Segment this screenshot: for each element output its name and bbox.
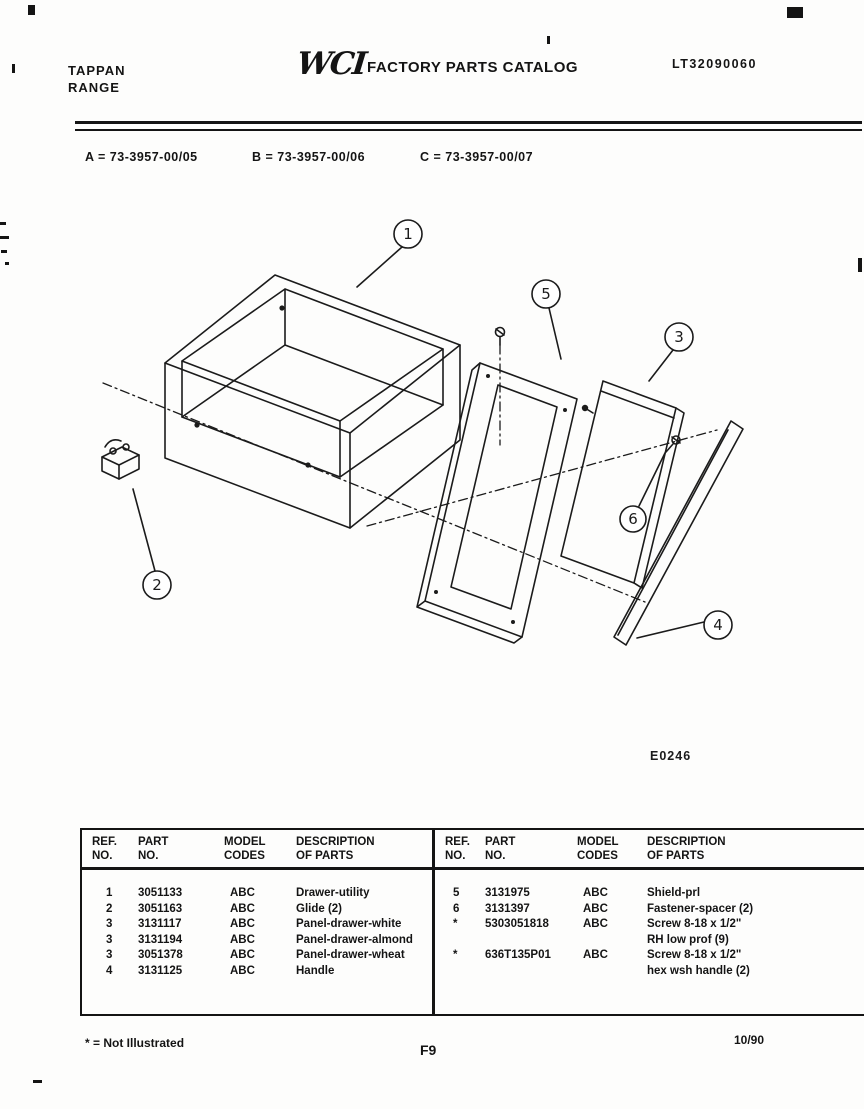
table-rows-left (82, 886, 432, 979)
svg-text:4: 4 (713, 616, 723, 634)
table-row: 3 3131194 ABC Panel-drawer-almond (106, 933, 413, 946)
registration-mark (33, 1080, 42, 1083)
table-row: 5 3131975 ABC Shield-prl (453, 887, 701, 899)
table-row: 1 3051133 ABC Drawer-utility (106, 887, 370, 899)
document-number: LT32090060 (672, 57, 757, 71)
drawer-panel-part (561, 381, 684, 588)
drawer-utility-part (165, 275, 460, 528)
screw-icon (496, 328, 505, 346)
col-header-ref: REF. NO. (445, 836, 470, 862)
table-row: 3 3051378 ABC Panel-drawer-wheat (106, 949, 405, 961)
table-row: 3 3131117 ABC Panel-drawer-white (106, 918, 402, 930)
table-rows-right (435, 886, 864, 979)
col-header-part: PART NO. (485, 836, 516, 862)
table-header-rule (82, 867, 864, 870)
callout-3 (649, 323, 693, 381)
exploded-view-diagram (45, 195, 815, 815)
table-row: * 636T135P01 ABC Screw 8-18 x 1/2" hex wsh handle (2) (453, 949, 750, 977)
callout-4 (637, 611, 732, 639)
fastener-spacer-part (582, 405, 593, 413)
registration-mark (547, 36, 550, 44)
col-header-part: PART NO. (138, 836, 169, 862)
callout-2 (133, 489, 171, 599)
table-row: 4 3131125 ABC Handle (106, 964, 335, 977)
registration-mark (858, 258, 862, 272)
registration-mark (0, 222, 6, 225)
svg-text:6: 6 (628, 510, 638, 528)
model-code-b: B = 73-3957-00/06 (252, 150, 366, 164)
callout-5 (532, 280, 561, 359)
table-row: * 5303051818 ABC Screw 8-18 x 1/2" RH low prof (9) (453, 918, 742, 946)
diagram-code: E0246 (650, 749, 692, 763)
table-row: 2 3051163 ABC Glide (2) (106, 902, 343, 915)
header-rule (75, 121, 862, 131)
page-number: F9 (420, 1042, 437, 1058)
parts-table (80, 828, 864, 1016)
registration-mark (787, 7, 803, 18)
registration-mark (1, 250, 7, 253)
model-code-c: C = 73-3957-00/07 (420, 150, 534, 164)
brand-name (68, 62, 126, 96)
registration-mark (5, 262, 9, 265)
parts-table-right (435, 830, 864, 977)
col-header-ref: REF. NO. (92, 836, 117, 862)
registration-mark (0, 236, 9, 239)
col-header-desc: DESCRIPTION OF PARTS (647, 836, 726, 862)
col-header-model: MODEL CODES (577, 836, 619, 862)
brand-line1: TAPPAN (68, 63, 126, 78)
brand-line2: RANGE (68, 80, 120, 95)
registration-mark (12, 64, 15, 73)
not-illustrated-note: * = Not Illustrated (85, 1036, 185, 1050)
wci-logo: WCI (295, 46, 367, 82)
date-code: 10/90 (734, 1033, 765, 1047)
glide-part (102, 440, 139, 479)
table-row: 6 3131397 ABC Fastener-spacer (2) (453, 902, 754, 915)
callout-1 (357, 220, 422, 287)
svg-text:1: 1 (403, 225, 413, 243)
model-code-a: A = 73-3957-00/05 (85, 150, 198, 164)
table-header-row (435, 830, 864, 863)
svg-text:3: 3 (674, 328, 684, 346)
col-header-desc: DESCRIPTION OF PARTS (296, 836, 375, 862)
table-header-row (82, 830, 432, 863)
col-header-model: MODEL CODES (224, 836, 266, 862)
svg-text:2: 2 (152, 576, 162, 594)
registration-mark (28, 5, 35, 15)
center-lines (103, 345, 717, 602)
svg-text:5: 5 (541, 285, 551, 303)
catalog-title: FACTORY PARTS CATALOG (367, 59, 579, 76)
parts-table-left (82, 830, 432, 977)
